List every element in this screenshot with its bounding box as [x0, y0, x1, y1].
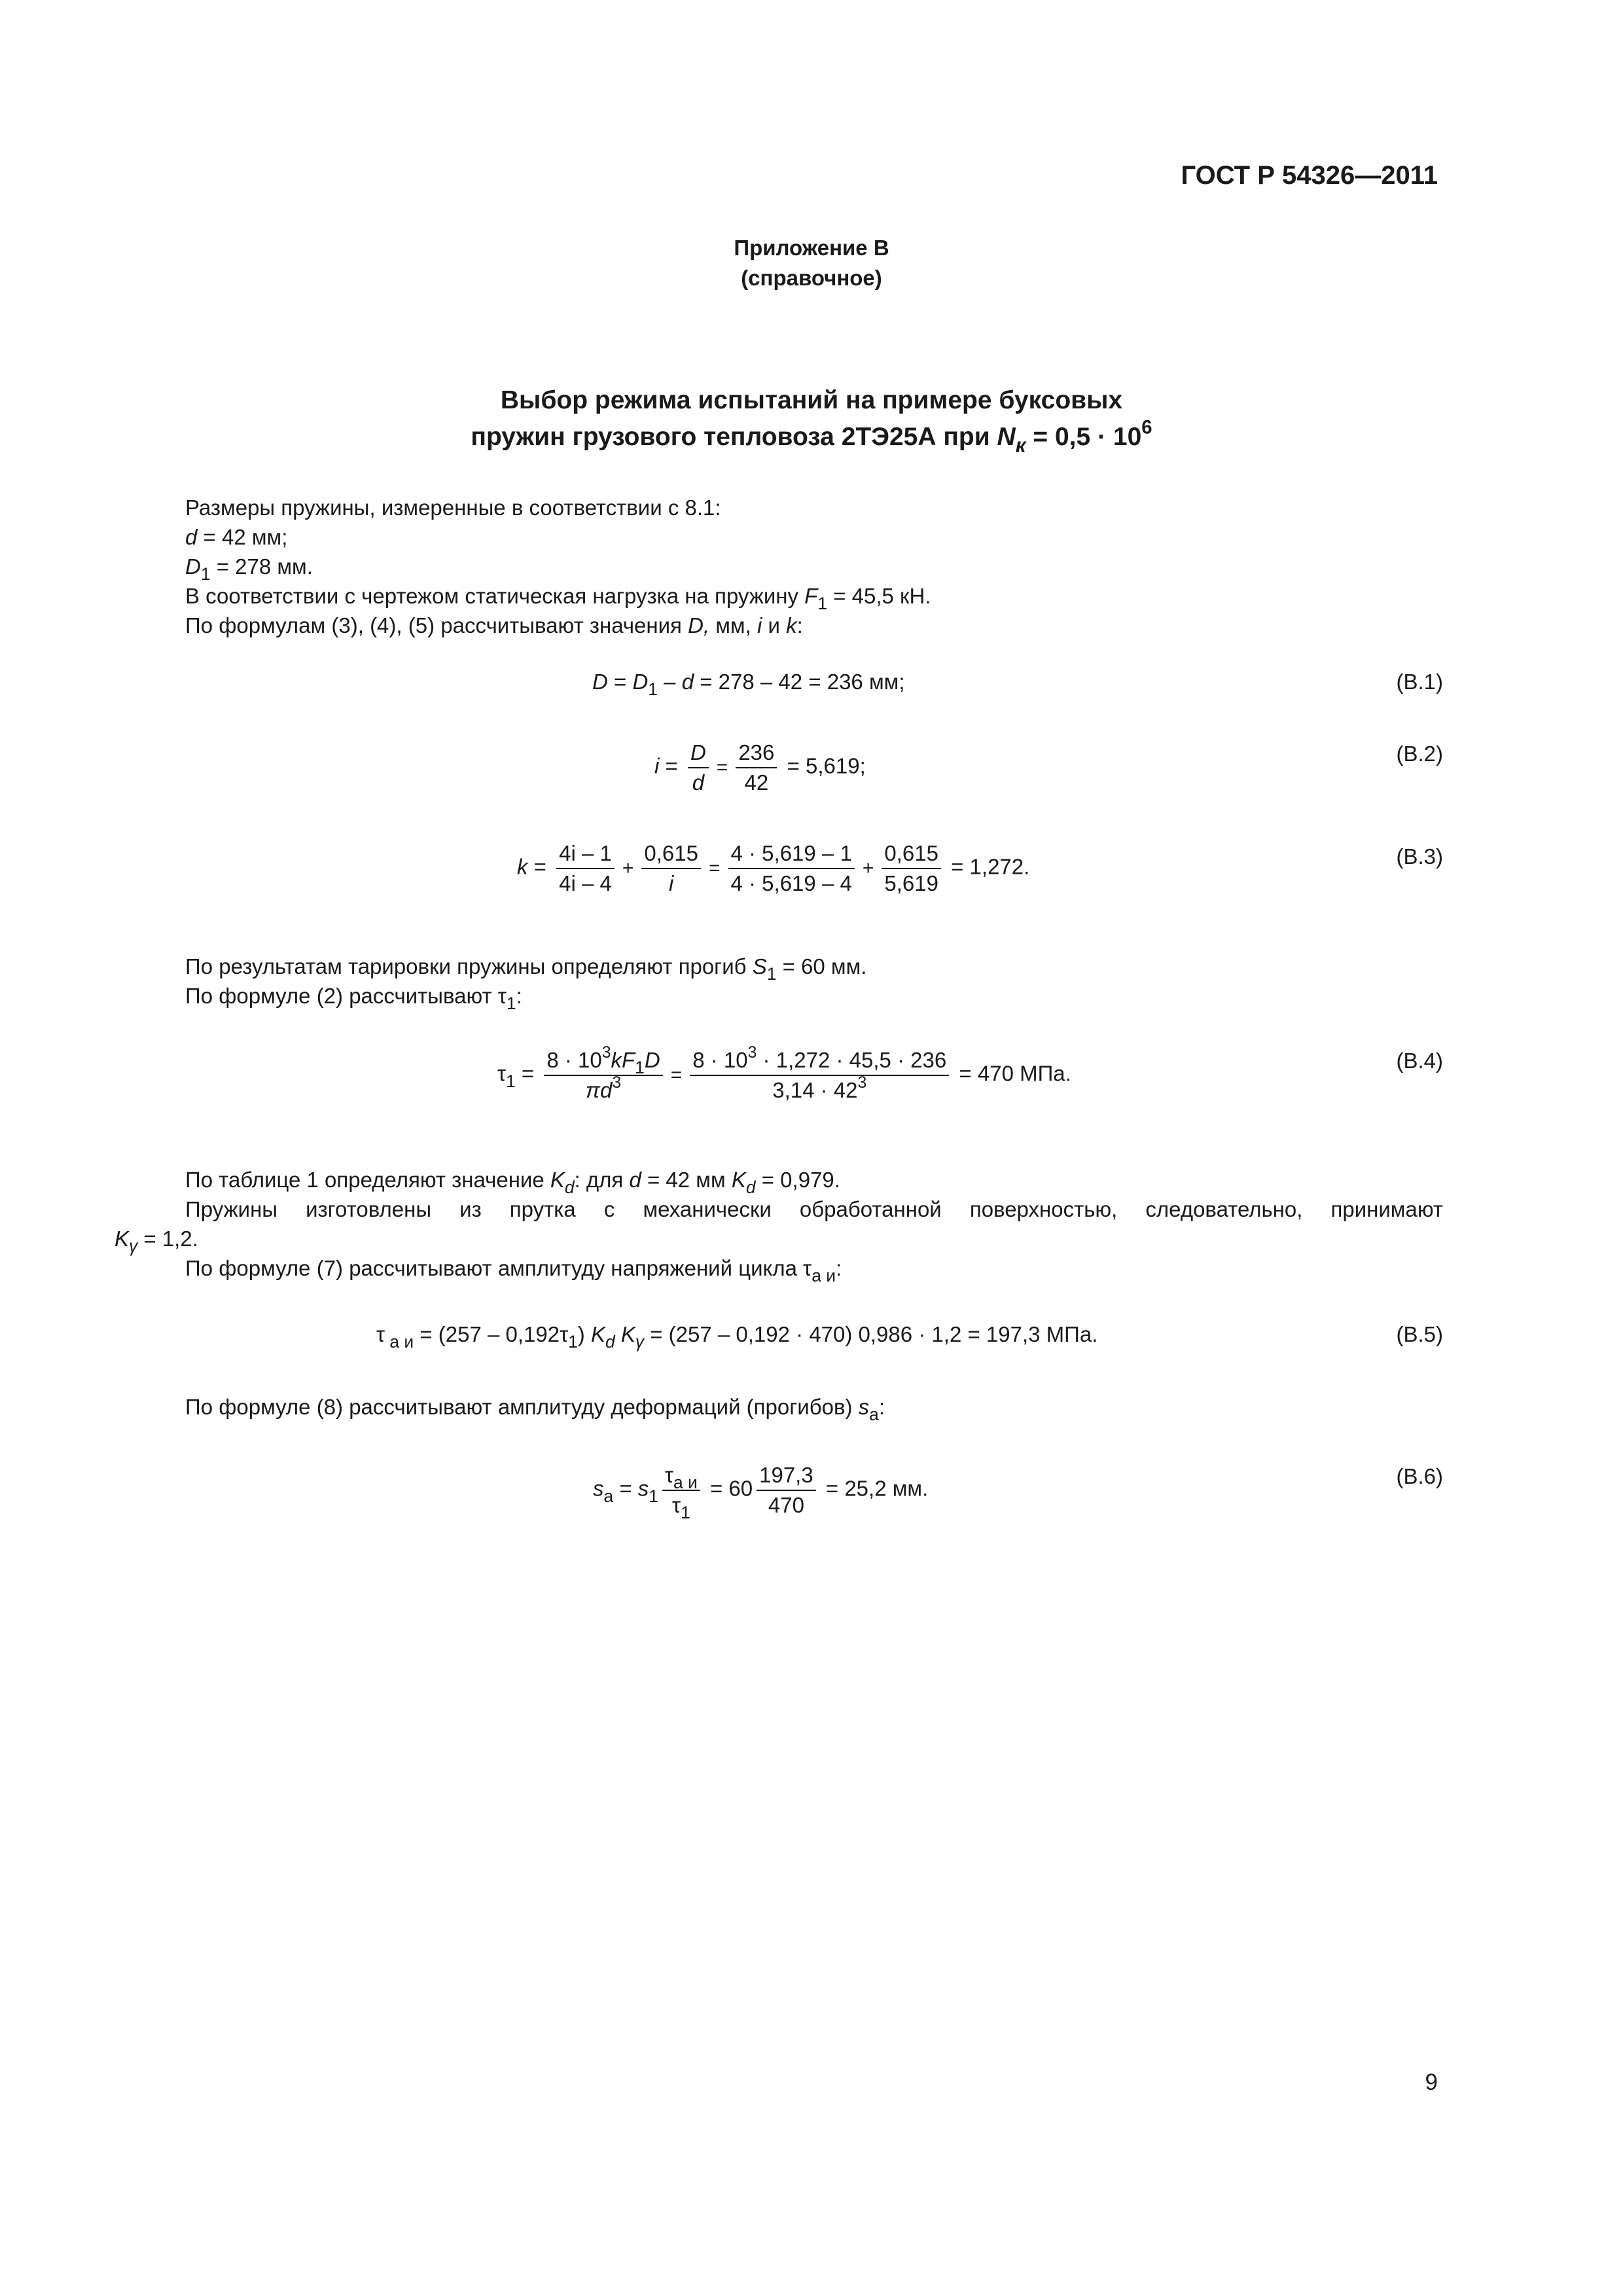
tau-amplitude-line: По формуле (7) рассчитывают амплитуду напряжений цикла $\tau_{а и}$: [185, 1256, 842, 1286]
equation-number-b2: (В.2) [1396, 742, 1443, 766]
intro-line-4: В соответствии с чертежом статическая нагрузка на пружину $F_1 = 45,5$ кН. [185, 584, 931, 614]
equation-number-b4: (В.4) [1396, 1049, 1443, 1073]
fraction-0615-over-i: $\frac{0,615}{i}$ [641, 839, 701, 898]
nk-base: 10 [1113, 423, 1142, 451]
equation-number-b5: (В.5) [1396, 1322, 1443, 1346]
page-title [0, 382, 1623, 456]
equation-b4: $\tau_1$ = $\frac{8 \cdot 10^3kF_1D}{\pi d^3}$ = $\frac{8 \cdot 10^3 \cdot 1,272 \cdot 45,5 \cdot 236}{3,14 \cdot 42^3}$ = 470 МПа. [497, 1046, 1071, 1105]
appendix-heading [0, 233, 1623, 293]
equation-b6: $s_а = s_1$ $\frac{\tau_{а и}}{\tau_1}$ = 60 $\frac{197,3}{470}$ = 25,2 мм. [593, 1461, 928, 1520]
spring-material-line: Пружины изготовлены из прутка с механически обработанной поверхностью, следовательно, принимают [185, 1197, 1443, 1221]
appendix-type: (справочное) [741, 266, 882, 290]
intro-line-1: Размеры пружины, измеренные в соответствии с 8.1: [185, 495, 721, 520]
fraction-d-over-d: $\frac{D}{d}$ [688, 738, 709, 797]
nk-exponent: 6 [1141, 417, 1152, 439]
nk-value: = 0,5 [1033, 423, 1091, 451]
intro-line-3: $D_1 = 278$ мм. [185, 554, 313, 584]
title-line-2-text: пружин грузового тепловоза 2ТЭ25А при [471, 423, 990, 451]
fraction-numeric: $\frac{4 \cdot 5,619 - 1}{4 \cdot 5,619 - 4}$ [728, 839, 855, 898]
fraction-236-over-42: $\frac{236}{42}$ [736, 738, 777, 797]
kd-line: По таблице 1 определяют значение $K_d$: для d = 42 мм $K_d = 0,979$. [185, 1168, 840, 1198]
middle-block [185, 952, 867, 1014]
fraction-0615-over-5619: $\frac{0,615}{5,619}$ [882, 839, 941, 898]
equation-number-b1: (В.1) [1396, 670, 1443, 694]
equation-number-b6: (В.6) [1396, 1464, 1443, 1488]
equation-b1: $D = D_1 - d = 278 - 42 = 236$ мм; [592, 670, 905, 700]
page-number: 9 [1425, 2070, 1438, 2095]
intro-line-5: По формулам (3), (4), (5) рассчитывают значения D, мм, i и k: [185, 613, 803, 637]
nk-dot: · [1097, 423, 1107, 451]
equation-b5: τ $_{а и} = (257 - 0,192\tau_1)$ $K_d$ $K_\gamma = (257 - 0,192 \cdot 470) 0,986 \cdot 1,2 = 197,3$ МПа. [376, 1322, 1098, 1352]
fraction-tau-formula: $\frac{8 \cdot 10^3kF_1D}{\pi d^3}$ [544, 1046, 662, 1105]
title-line-2 [0, 419, 1623, 456]
nk-subscript: к [1015, 433, 1026, 457]
middle-line-2: По формуле (2) рассчитывают $\tau_1$: [185, 984, 522, 1014]
fraction-1973-over-470: $\frac{197,3}{470}$ [757, 1461, 816, 1520]
intro-block [185, 493, 931, 640]
appendix-title: Приложение В [734, 236, 889, 260]
nk-symbol: N [997, 423, 1016, 451]
fraction-4i: $\frac{4i - 1}{4i - 4}$ [556, 839, 615, 898]
deformation-amplitude-line: По формуле (8) рассчитывают амплитуду деформаций (прогибов) $s_а$: [185, 1395, 885, 1425]
equation-b3: k = $\frac{4i - 1}{4i - 4}$ + $\frac{0,615}{i}$ = $\frac{4 \cdot 5,619 - 1}{4 \cdot 5,619 - 4}$ + $\frac{0,615}{5,619}$ = 1,272. [517, 839, 1029, 898]
intro-line-2: d = 42 мм; [185, 525, 288, 549]
fraction-tau-numeric: $\frac{8 \cdot 10^3 \cdot 1,272 \cdot 45,5 \cdot 236}{3,14 \cdot 42^3}$ [690, 1046, 949, 1105]
kgamma-line: $K_\gamma = 1,2$. [115, 1227, 198, 1257]
title-line-1: Выбор режима испытаний на примере буксовых [500, 386, 1123, 414]
standard-number: ГОСТ Р 54326—2011 [1181, 161, 1438, 190]
middle-line-1: По результатам тарировки пружины определяют прогиб $S_1 = 60$ мм. [185, 954, 867, 984]
equation-number-b3: (В.3) [1396, 844, 1443, 869]
fraction-tau-ratio: $\frac{\tau_{а и}}{\tau_1}$ [662, 1461, 700, 1520]
equation-b2: i = $\frac{D}{d}$ = $\frac{236}{42}$ = 5,619; [654, 738, 866, 797]
